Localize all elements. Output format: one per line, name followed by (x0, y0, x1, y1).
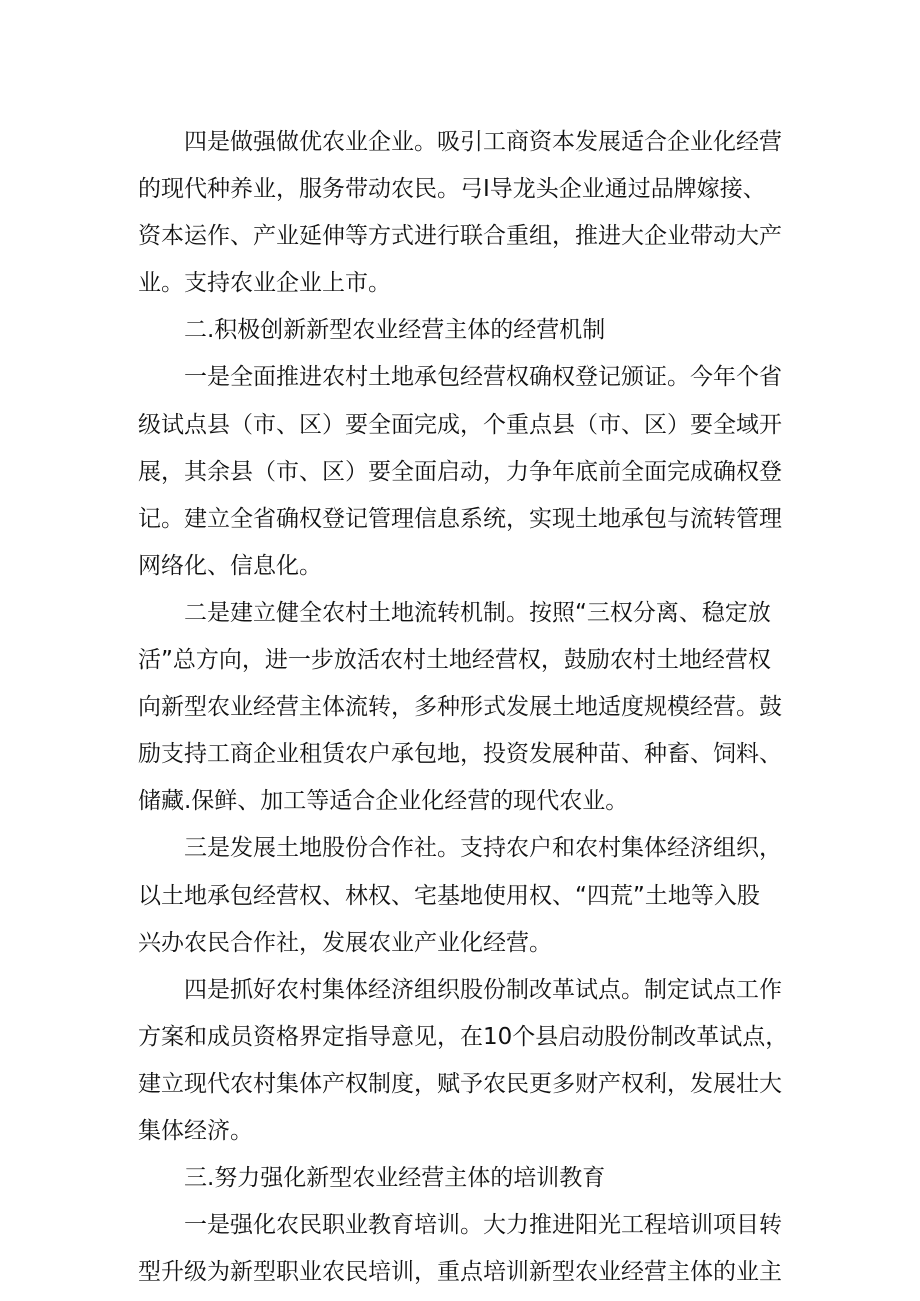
paragraph-line: 型升级为新型职业农民培训，重点培训新型农业经营主体的业主 (138, 1259, 782, 1286)
document-body (138, 119, 798, 1296)
section-heading: 三.努力强化新型农业经营主体的培训教育 (184, 1165, 606, 1192)
paragraph-line: 三是发展土地股份合作社。支持农户和农村集体经济组织， (184, 835, 782, 862)
paragraph-line: 以土地承包经营权、林权、宅基地使用权、“四荒”土地等入股 (138, 882, 760, 909)
paragraph-line: 的现代种养业，服务带动农民。弓I导龙头企业通过品牌嫁接、 (138, 176, 766, 203)
paragraph-line: 集体经济。 (138, 1117, 253, 1144)
paragraph-line: 业。支持农业企业上市。 (138, 270, 391, 297)
paragraph-line: 兴办农民合作社，发展农业产业化经营。 (138, 929, 552, 956)
paragraph-line: 四是抓好农村集体经济组织股份制改革试点。制定试点工作 (184, 976, 782, 1003)
paragraph-line: 活”总方向，进一步放活农村土地经营权，鼓励农村土地经营权 (138, 647, 771, 674)
paragraph-line: 方案和成员资格界定指导意见，在10个县启动股份制改革试点， (138, 1023, 789, 1050)
paragraph-line: 建立现代农村集体产权制度，赋予农民更多财产权利，发展壮大 (138, 1070, 782, 1097)
paragraph-line: 级试点县（市、区）要全面完成，个重点县（市、区）要全域开 (138, 411, 782, 438)
paragraph-line: 二是建立健全农村土地流转机制。按照“三权分离、稳定放 (184, 599, 771, 626)
section-heading: 二.积极创新新型农业经营主体的经营机制 (184, 317, 606, 344)
paragraph-line: 一是全面推进农村土地承包经营权确权登记颁证。今年个省 (184, 364, 782, 391)
paragraph-line: 展，其余县（市、区）要全面启动，力争年底前全面完成确权登 (138, 458, 782, 485)
paragraph-line: 资本运作、产业延伸等方式进行联合重组，推进大企业带动大产 (138, 223, 782, 250)
paragraph-line: 记。建立全省确权登记管理信息系统，实现土地承包与流转管理 (138, 505, 782, 532)
paragraph-line: 一是强化农民职业教育培训。大力推进阳光工程培训项目转 (184, 1212, 782, 1239)
paragraph-line: 储藏.保鲜、加工等适合企业化经营的现代农业。 (138, 788, 629, 815)
paragraph-line: 向新型农业经营主体流转，多种形式发展土地适度规模经营。鼓 (138, 694, 782, 721)
paragraph-line: 网络化、信息化。 (138, 552, 322, 579)
paragraph-line: 四是做强做优农业企业。吸引工商资本发展适合企业化经营 (184, 129, 782, 155)
paragraph-line: 励支持工商企业租赁农户承包地，投资发展种苗、种畜、饲料、 (138, 741, 782, 768)
